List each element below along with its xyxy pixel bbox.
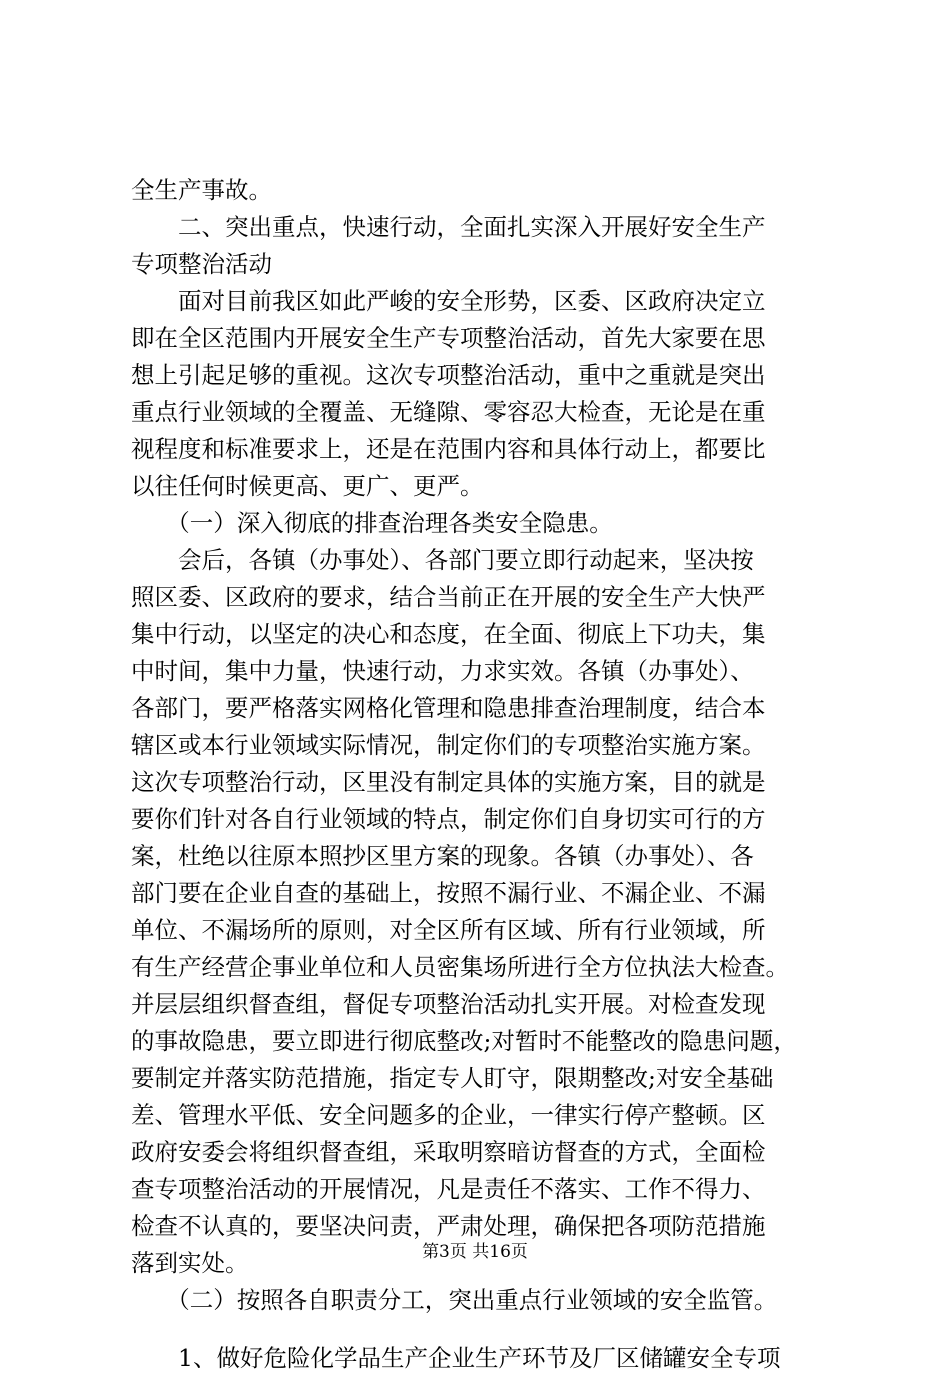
text-line: 政府安委会将组织督查组，采取明察暗访督查的方式，全面检	[131, 1138, 766, 1166]
text-line: 检查不认真的，要坚决问责，严肃处理，确保把各项防范措施	[131, 1212, 766, 1240]
text-line: 照区委、区政府的要求，结合当前正在开展的安全生产大快严	[131, 583, 766, 611]
text-line: 查专项整治活动的开展情况，凡是责任不落实、工作不得力、	[131, 1175, 766, 1203]
text-line: 差、管理水平低、安全问题多的企业，一律实行停产整顿。区	[131, 1101, 766, 1129]
text-line: 集中行动，以坚定的决心和态度，在全面、彻底上下功夫，集	[131, 620, 766, 648]
text-line: 全生产事故。	[131, 176, 272, 204]
text-line: 落到实处。	[131, 1249, 249, 1277]
text-line: 要你们针对各自行业领域的特点，制定你们自身切实可行的方	[131, 805, 766, 833]
text-line: 中时间，集中力量，快速行动，力求实效。各镇（办事处）、	[131, 657, 754, 685]
text-line: 重点行业领域的全覆盖、无缝隙、零容忍大检查，无论是在重	[131, 398, 766, 426]
subsection-heading-line: （二）按照各自职责分工，突出重点行业领域的安全监管。	[131, 1286, 778, 1314]
text-line: 这次专项整治行动，区里没有制定具体的实施方案，目的就是	[131, 768, 766, 796]
list-item-line: 1、做好危险化学品生产企业生产环节及厂区储罐安全专项	[131, 1344, 781, 1372]
text-line: 要制定并落实防范措施，指定专人盯守，限期整改;对安全基础	[131, 1064, 774, 1092]
text-line: 视程度和标准要求上，还是在范围内容和具体行动上，都要比	[131, 435, 766, 463]
section-heading-line: 二、突出重点，快速行动，全面扎实深入开展好安全生产	[131, 213, 766, 241]
page-number-footer: 第3页 共16页	[422, 1242, 528, 1262]
text-line: 面对目前我区如此严峻的安全形势，区委、区政府决定立	[131, 287, 766, 315]
text-line: 会后，各镇（办事处）、各部门要立即行动起来，坚决按	[131, 546, 754, 574]
text-line: 的事故隐患，要立即进行彻底整改;对暂时不能整改的隐患问题，	[131, 1027, 797, 1055]
text-line: 辖区或本行业领域实际情况，制定你们的专项整治实施方案。	[131, 731, 766, 759]
text-line: 单位、不漏场所的原则，对全区所有区域、所有行业领域，所	[131, 916, 766, 944]
text-line: 各部门，要严格落实网格化管理和隐患排查治理制度，结合本	[131, 694, 766, 722]
text-line: 部门要在企业自查的基础上，按照不漏行业、不漏企业、不漏	[131, 879, 766, 907]
text-line: 有生产经营企事业单位和人员密集场所进行全方位执法大检查。	[131, 953, 789, 981]
section-heading-line: 专项整治活动	[131, 250, 272, 278]
text-line: 想上引起足够的重视。这次专项整治活动，重中之重就是突出	[131, 361, 766, 389]
text-line: 案，杜绝以往原本照抄区里方案的现象。各镇（办事处）、各	[131, 842, 754, 870]
subsection-heading-line: （一）深入彻底的排查治理各类安全隐患。	[131, 509, 613, 537]
text-line: 并层层组织督查组，督促专项整治活动扎实开展。对检查发现	[131, 990, 766, 1018]
document-body	[131, 172, 831, 1377]
text-line: 以往任何时候更高、更广、更严。	[131, 472, 484, 500]
text-line: 即在全区范围内开展安全生产专项整治活动，首先大家要在思	[131, 324, 766, 352]
